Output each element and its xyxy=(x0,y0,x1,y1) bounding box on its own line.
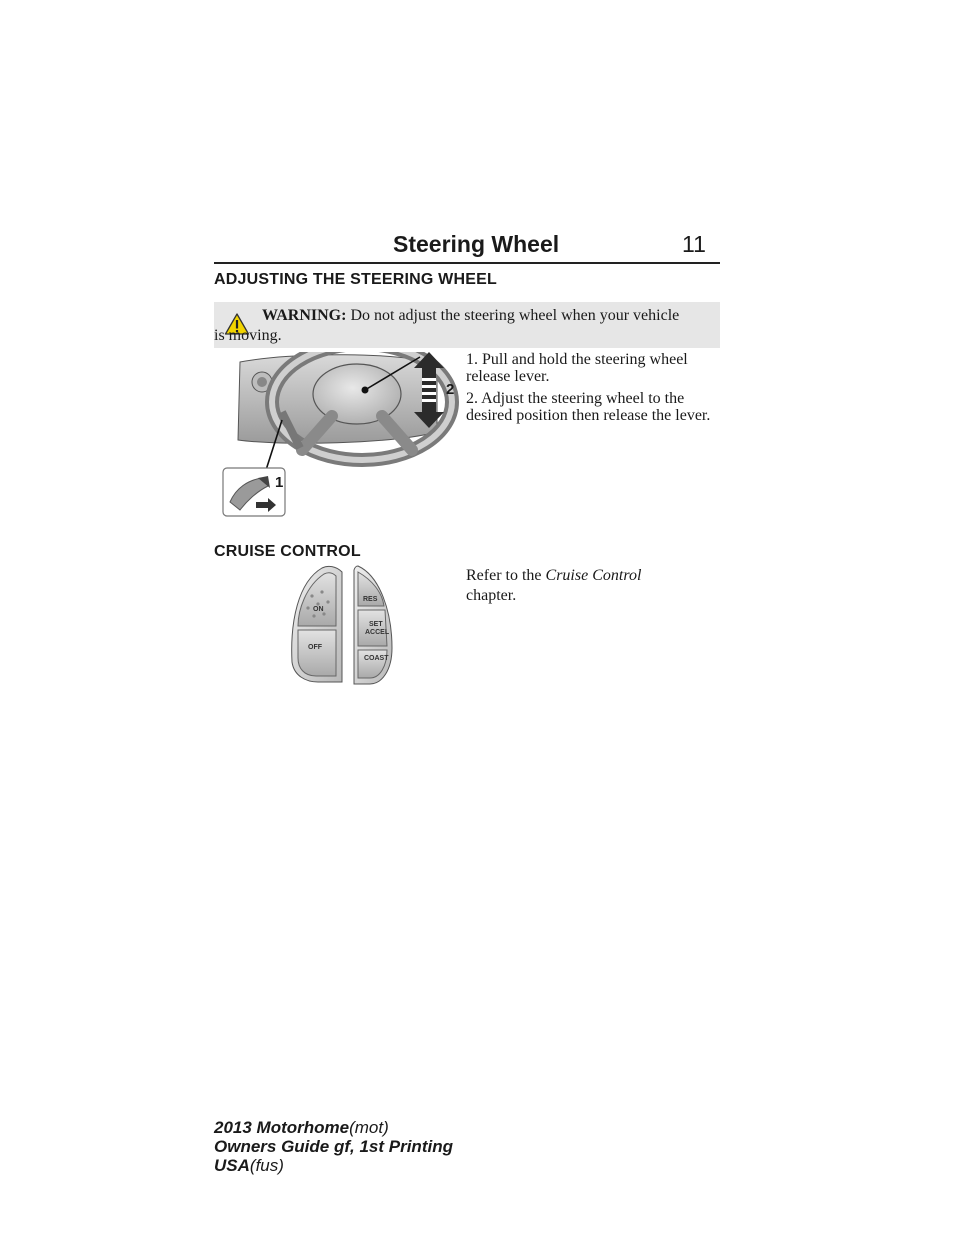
header-rule xyxy=(214,262,720,264)
footer-line-3 xyxy=(214,1156,453,1175)
accel-button-label: ACCEL xyxy=(365,629,390,636)
on-button-label: ON xyxy=(313,606,324,613)
warning-line1: Do not adjust the steering wheel when your vehicle xyxy=(350,307,680,324)
footer-model: 2013 Motorhome xyxy=(214,1118,350,1137)
section-heading-cruise: CRUISE CONTROL xyxy=(214,543,361,560)
cruise-text-suffix: chapter. xyxy=(466,587,517,604)
off-button-label: OFF xyxy=(308,644,322,651)
cruise-text-prefix: Refer to the xyxy=(466,567,542,584)
warning-label: WARNING: xyxy=(262,307,347,324)
callout-2: 2 xyxy=(446,381,455,398)
document-footer xyxy=(214,1118,453,1175)
footer-model-code: (mot) xyxy=(349,1118,389,1137)
footer-line-2 xyxy=(214,1137,453,1156)
callout-1: 1 xyxy=(275,474,284,491)
page-number: 11 xyxy=(682,231,706,257)
footer-market-code: (fus) xyxy=(249,1156,284,1175)
res-button-label: RES xyxy=(363,596,378,603)
coast-button-label: COAST xyxy=(364,655,389,662)
warning-line2: is moving. xyxy=(214,327,282,344)
adjust-arrow-icon xyxy=(412,352,446,428)
cruise-text-link: Cruise Control xyxy=(545,567,642,584)
warning-text xyxy=(214,306,712,346)
step-1: 1. Pull and hold the steering wheel release lever. xyxy=(466,351,688,385)
footer-guide: Owners Guide gf, 1st Printing xyxy=(214,1137,453,1156)
footer-line-1 xyxy=(214,1118,453,1137)
page-header-title: Steering Wheel xyxy=(393,231,560,257)
footer-market: USA xyxy=(214,1156,250,1175)
set-button-label: SET xyxy=(369,621,383,628)
section-heading-adjusting: ADJUSTING THE STEERING WHEEL xyxy=(214,271,497,288)
step-2: 2. Adjust the steering wheel to the desired position then release the lever. xyxy=(466,390,711,424)
cruise-text xyxy=(466,566,716,606)
